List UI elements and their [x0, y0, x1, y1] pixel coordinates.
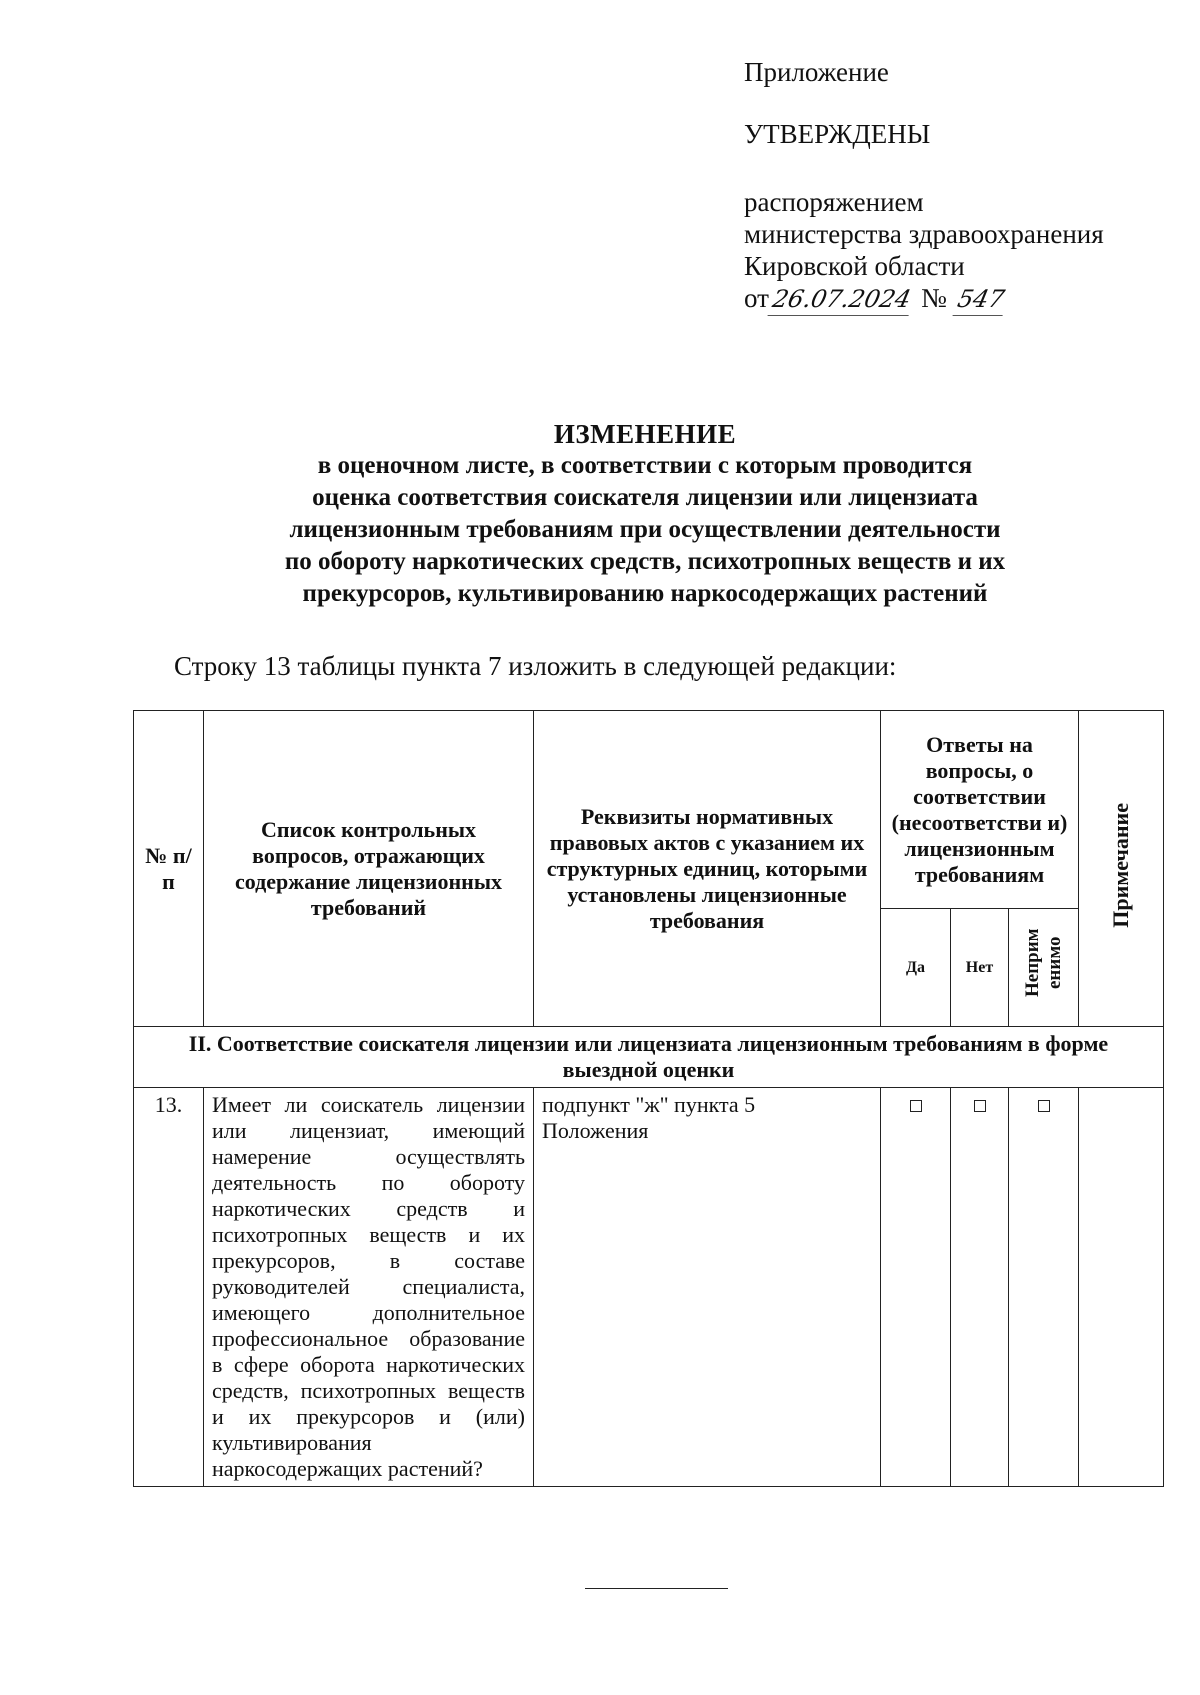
- instruction-text: Строку 13 таблицы пункта 7 изложить в следующей редакции:: [174, 651, 897, 681]
- section-title: II. Соответствие соискателя лицензии или лицензиата лицензионным требованиям в форме выездной оценки: [134, 1027, 1164, 1088]
- answer-na-checkbox[interactable]: [1038, 1100, 1050, 1112]
- footer-divider: [585, 1588, 728, 1589]
- title-line-2: оценка соответствия соискателя лицензии или лицензиата: [312, 484, 978, 511]
- answer-yes-cell: [881, 1088, 951, 1487]
- header-requisites: Реквизиты нормативных правовых актов с указанием их структурных единиц, которыми установлены лицензионные требования: [534, 711, 881, 1027]
- answer-yes-checkbox[interactable]: [910, 1100, 922, 1112]
- approval-block: [744, 56, 1164, 316]
- title-line-1: в оценочном листе, в соответствии с которым проводится: [317, 452, 973, 479]
- checklist-table: [133, 710, 1164, 1487]
- header-note: Примечание: [1108, 803, 1134, 928]
- header-no: Нет: [951, 909, 1009, 1027]
- date-prefix: от: [744, 283, 769, 313]
- row-requisites: [534, 1088, 881, 1487]
- header-num: № п/п: [134, 711, 204, 1027]
- approval-date-line: [744, 282, 1164, 316]
- number-prefix: №: [921, 283, 947, 313]
- header-yes: Да: [881, 909, 951, 1027]
- answer-no-checkbox[interactable]: [974, 1100, 986, 1112]
- document-title: [150, 418, 1140, 610]
- row-number: 13.: [134, 1088, 204, 1487]
- header-answers: Ответы на вопросы, о соответствии (несоответстви и) лицензионным требованиям: [881, 711, 1079, 909]
- requisite-line-2: Положения: [542, 1118, 649, 1143]
- title-main: ИЗМЕНЕНИЕ: [553, 419, 737, 449]
- table-row: [134, 1088, 1164, 1487]
- appendix-label: Приложение: [744, 57, 889, 87]
- requisite-line-1: подпункт "ж" пункта 5: [542, 1092, 756, 1117]
- handwritten-number: 547: [952, 283, 1009, 316]
- title-line-5: прекурсоров, культивированию наркосодержащих растений: [302, 580, 988, 607]
- header-questions: Список контрольных вопросов, отражающих содержание лицензионных требований: [204, 711, 534, 1027]
- row-question: Имеет ли соискатель лицензии или лицензиат, имеющий намерение осуществлять деятельность по обороту наркотических средств и психотропных веществ и их прекурсоров, в составе руководителей специалиста, имеющего дополнительное профессиональное образование в сфере оборота наркотических средств, психотропных веществ и их прекурсоров и (или) культивирования наркосодержащих растений?: [204, 1088, 534, 1487]
- answer-na-cell: [1009, 1088, 1079, 1487]
- approval-line-3: Кировской области: [744, 251, 965, 281]
- header-note-cell: [1079, 711, 1164, 1027]
- title-line-3: лицензионным требованиям при осуществлении деятельности: [289, 516, 1001, 543]
- header-na: Неприм енимо: [1021, 928, 1065, 998]
- handwritten-date: 26.07.2024: [767, 283, 915, 316]
- title-line-4: по обороту наркотических средств, психотропных веществ и их: [284, 548, 1006, 575]
- answer-no-cell: [951, 1088, 1009, 1487]
- approved-label: УТВЕРЖДЕНЫ: [744, 119, 931, 149]
- approval-line-2: министерства здравоохранения: [744, 219, 1104, 249]
- header-na-cell: [1009, 909, 1079, 1027]
- row-note: [1079, 1088, 1164, 1487]
- approval-line-1: распоряжением: [744, 187, 924, 217]
